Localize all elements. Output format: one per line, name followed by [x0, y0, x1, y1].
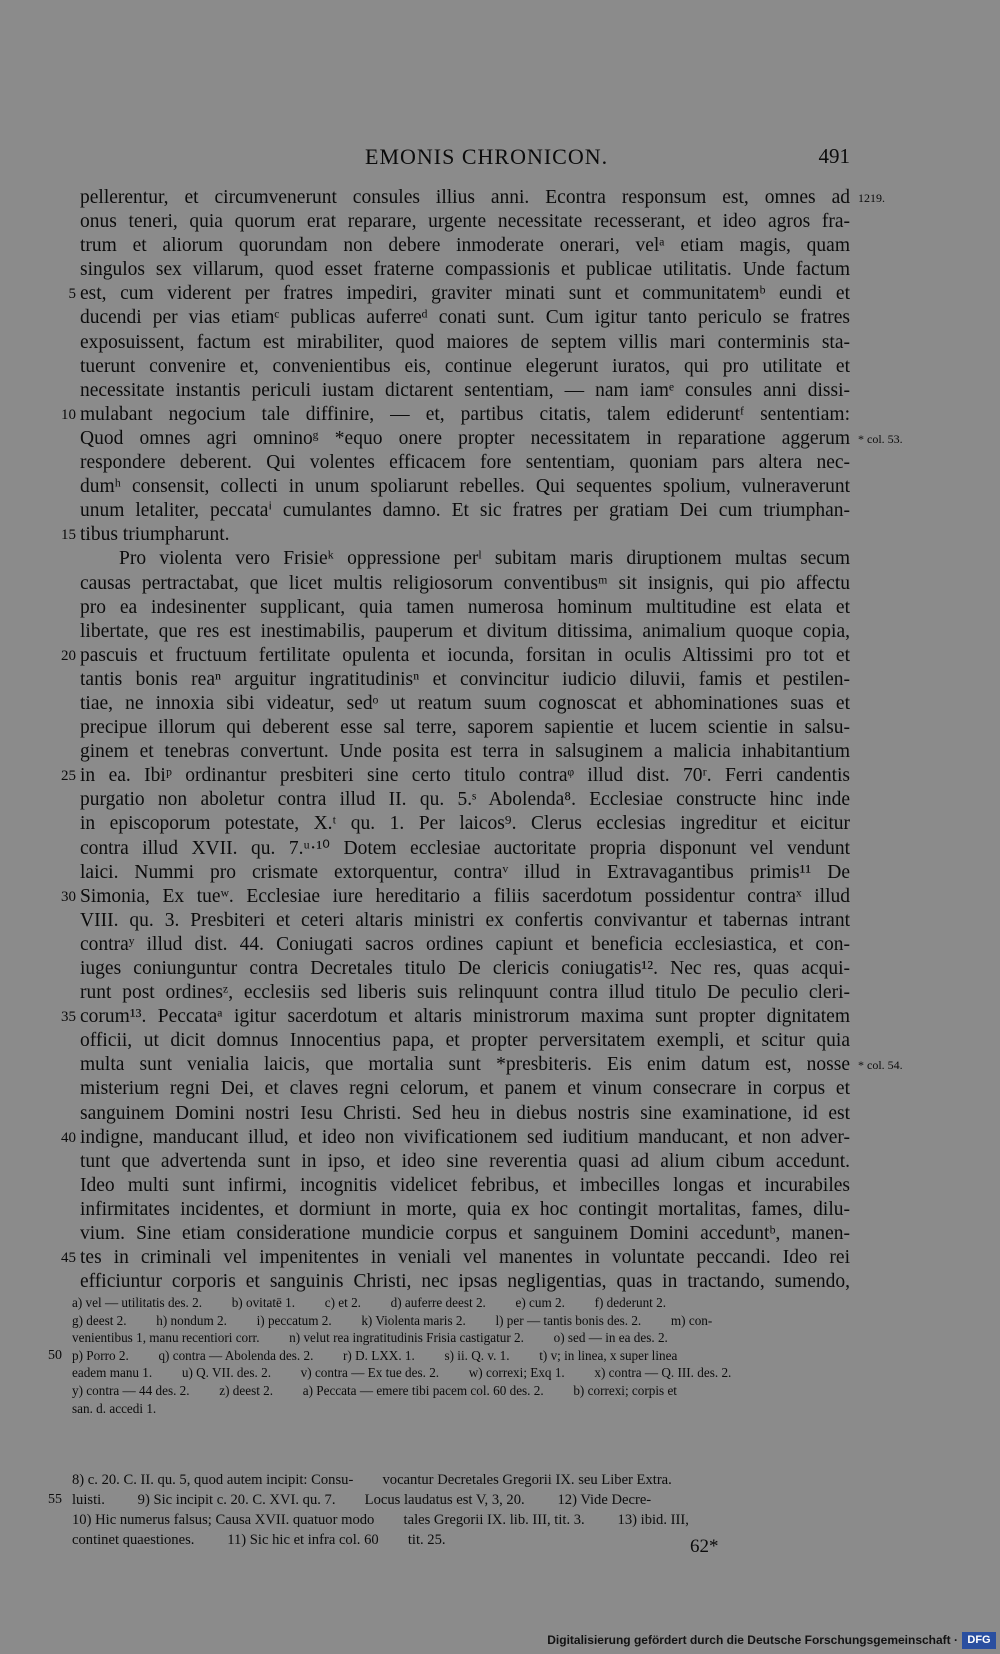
text-line: [68, 282, 850, 306]
margin-note: 1219.: [858, 191, 885, 205]
text-line: [61, 523, 850, 547]
line-text: Ideo multi sunt infirmi, incognitis videlicet febribus, et imbecilles longas et incurabiles: [80, 1174, 850, 1196]
line-text: continet quaestiones. 11) Sic hic et infra col. 60 tit. 25.: [72, 1532, 446, 1548]
text-line: [80, 812, 850, 836]
text-line: [80, 981, 850, 1005]
footnote-line: [72, 1510, 848, 1530]
text-line: [80, 788, 850, 812]
line-text: causas pertractabat, que licet multis religiosorum conventibusᵐ sit insignis, qui pio affectu: [80, 572, 850, 594]
line-text: precipue illorum qui deberent esse sal terre, saporem sapientie et lucem scientie in salsu-: [80, 717, 850, 739]
line-text: vium. Sine etiam consideratione mundicie corpus et sanguinem Domini acceduntᵇ, manen-: [80, 1223, 850, 1245]
line-number: 10: [61, 406, 76, 423]
text-line: [61, 403, 850, 427]
text-line: [80, 933, 850, 957]
line-text: tuerunt convenire et, convenientibus eis, continue elegerunt iuratos, qui pro utilitate et: [80, 355, 850, 377]
line-text: Simonia, Ex tueʷ. Ecclesiae iure hereditario a filiis sacerdotum possidentur contraˣ illud: [80, 885, 850, 907]
line-text: necessitate instantis periculi iustam dictarent sententiam, — nam iamᵉ consules anni dissi-: [80, 379, 850, 401]
line-text: unum letaliter, peccataⁱ cumulantes damno. Et sic fratres per gratiam Dei cum triumphan-: [80, 500, 850, 522]
line-text: infirmitates incidentes, et dormiunt in morte, quia ex hoc contingit mortalitas, fames, dilu-: [80, 1198, 850, 1220]
source-notes: [48, 1470, 848, 1550]
line-number: 20: [61, 647, 76, 664]
line-text: ginem et tenebras convertunt. Unde posita est terra in salsuginem a malicia inhabitantium: [80, 741, 850, 763]
line-text: libertate, que res est inestimabilis, pauperum et divitum ditissima, animalium quoque copia,: [80, 620, 850, 642]
footnote-line: [48, 1490, 848, 1510]
text-line: [80, 1270, 850, 1294]
line-text: respondere deberent. Qui volentes efficacem fore sententiam, quoniam pars altera nec-: [80, 452, 850, 474]
line-text: 10) Hic numerus falsus; Causa XVII. quatuor modo tales Gregorii IX. lib. III, tit. 3. 13) ibid. III,: [72, 1512, 689, 1528]
running-title: EMONIS CHRONICON.: [365, 144, 609, 169]
text-line: [61, 1005, 850, 1029]
footnote-line: [72, 1329, 848, 1347]
line-text: onus teneri, quia quorum erat reparare, urgente necessitate recesserant, et ideo agros fra-: [80, 211, 850, 233]
text-line: [80, 475, 850, 499]
dfg-logo-icon: DFG: [962, 1632, 996, 1649]
text-line: [61, 764, 850, 788]
line-number: 15: [61, 527, 76, 544]
footnote-line: [72, 1382, 848, 1400]
line-number: 30: [61, 888, 76, 905]
text-line: [80, 957, 850, 981]
text-line: [80, 547, 850, 571]
line-number: 50: [48, 1347, 62, 1363]
text-line: [80, 379, 850, 403]
text-line: [80, 258, 850, 282]
text-line: [80, 861, 850, 885]
text-line: [80, 234, 850, 258]
line-number: 25: [61, 768, 76, 785]
text-line: [80, 1077, 850, 1101]
dfg-credit: Digitalisierung gefördert durch die Deutsche Forschungsgemeinschaft ·: [547, 1633, 958, 1647]
line-text: contraʸ illud dist. 44. Coniugati sacros ordines capiunt et beneficia ecclesiastica, et con-: [80, 933, 850, 955]
line-number: 35: [61, 1009, 76, 1026]
line-text: est, cum viderent per fratres impediri, graviter minati sunt et communitatemᵇ eundi et: [80, 283, 850, 305]
margin-note: * col. 54.: [858, 1058, 903, 1073]
line-text: exposuissent, factum est mirabiliter, quod maiores de septem villis mari conterminis sta-: [80, 331, 850, 353]
line-text: laici. Nummi pro crismate extorquentur, contraᵛ illud in Extravagantibus primis¹¹ De: [80, 861, 850, 883]
footnote-line: [72, 1470, 848, 1490]
line-text: a) vel — utilitatis des. 2. b) ovitatē 1. c) et 2. d) auferre deest 2. e) cum 2. f) dederunt 2.: [72, 1295, 667, 1310]
text-line: [80, 1053, 903, 1077]
digitization-footer: [0, 1630, 1000, 1654]
text-line: [80, 355, 850, 379]
line-text: pellerentur, et circumvenerunt consules illius anni. Econtra responsum est, omnes ad: [80, 187, 850, 208]
line-text: venientibus 1, manu recentiori corr. n) velut rea ingratitudinis Frisia castigatur 2. o) sed — in ea des. 2.: [72, 1330, 668, 1346]
text-line: [80, 499, 850, 523]
line-text: multa sunt venialia laicis, que mortalia sunt *presbiteris. Eis enim datum est, nosse: [80, 1054, 850, 1076]
footnote-line: [72, 1312, 848, 1330]
line-text: trum et aliorum quorundam non debere inmoderate onerari, velᵃ etiam magis, quam: [80, 235, 850, 257]
line-text: p) Porro 2. q) contra — Abolenda des. 2. r) D. LXX. 1. s) ii. Q. v. 1. t) v; in linea, x super linea: [72, 1347, 678, 1363]
line-text: eadem manu 1. u) Q. VII. des. 2. v) contra — Ex tue des. 2. w) correxi; Exq 1. x) contra — Q. III. des. 2.: [72, 1365, 732, 1381]
text-line: [80, 1029, 850, 1053]
line-text: tantis bonis reaⁿ arguitur ingratitudinisⁿ et convincitur iudicio diluvii, famis et pestilen-: [80, 668, 850, 690]
line-text: corum¹³. Peccataᵃ igitur sacerdotum et altaris ministrorum maxima sunt propter dignitatem: [80, 1006, 850, 1028]
line-text: misterium regni Dei, et claves regni celorum, et panem et vinum consecrare in corpus et: [80, 1078, 850, 1100]
footnote-line: [48, 1347, 848, 1365]
line-text: tes in criminali vel impenitentes in veniali vel manentes in voluntate peccandi. Ideo rei: [80, 1247, 850, 1269]
line-text: tiae, ne innoxia sibi videatur, sedᵒ ut reatum suum cognoscat et abhominationes suas et: [80, 692, 850, 714]
line-text: Pro violenta vero Frisieᵏ oppressione perˡ subitam maris diruptionem multas secum: [80, 548, 850, 570]
text-line: [80, 1150, 850, 1174]
line-text: indigne, manducant illud, et ideo non vivificationem sed iuditium manducant, et non adver-: [80, 1126, 850, 1148]
line-text: pro ea indesinenter supplicant, quia tamen numerosa hominum multitudine est elata et: [80, 596, 850, 618]
line-text: purgatio non aboletur contra illud II. qu. 5.ˢ Abolenda⁸. Ecclesiae constructe hinc inde: [80, 789, 850, 811]
main-text: [61, 186, 903, 1294]
footnote-line: [72, 1530, 848, 1550]
page-number: 491: [818, 144, 850, 168]
line-text: y) contra — 44 des. 2. z) deest 2. a) Peccata — emere tibi pacem col. 60 des. 2. b) correxi; corpis et: [72, 1382, 677, 1398]
line-text: luisti. 9) Sic incipit c. 20. C. XVI. qu. 7. Locus laudatus est V, 3, 20. 12) Vide Decre-: [72, 1492, 652, 1508]
text-line: [61, 1246, 850, 1270]
text-line: [80, 427, 903, 451]
line-text: in ea. Ibiᵖ ordinantur presbiteri sine certo titulo contraᵠ illud dist. 70ʳ. Ferri candentis: [80, 765, 850, 787]
line-number: 40: [61, 1129, 76, 1146]
text-line: [80, 668, 850, 692]
text-line: [61, 644, 850, 668]
line-text: Quod omnes agri omninoᵍ *equo onere propter necessitatem in reparatione aggerum: [80, 427, 850, 449]
text-line: [80, 909, 850, 933]
text-line: [80, 1222, 850, 1246]
line-text: officii, ut dicit domnus Innocentius papa, et propter perversitatem exempli, et scitur quia: [80, 1030, 850, 1052]
text-line: [80, 210, 850, 234]
text-line: [80, 1102, 850, 1126]
text-line: [80, 620, 850, 644]
line-text: sanguinem Domini nostri Iesu Christi. Sed heu in diebus nostris sine examinatione, id est: [80, 1102, 850, 1124]
footnote-line: [72, 1400, 848, 1418]
line-number: 55: [48, 1492, 62, 1507]
text-line: [80, 692, 850, 716]
footnote-line: [72, 1364, 848, 1382]
footnote-line: [72, 1294, 848, 1312]
text-line: [80, 451, 850, 475]
margin-note: * col. 53.: [858, 431, 903, 446]
line-text: efficiuntur corporis et sanguinis Christi, nec ipsas negligentias, quas in tractando, sumendo,: [80, 1271, 850, 1293]
line-text: contra illud XVII. qu. 7.ᵘ·¹⁰ Dotem ecclesiae auctoritate propria disponunt vel vendunt: [80, 837, 850, 859]
line-number: 5: [68, 286, 76, 303]
line-text: tunt que advertenda sunt in ipso, et ideo sine reverentia quasi ad alium cibum accedunt.: [80, 1150, 850, 1172]
line-text: san. d. accedi 1.: [72, 1400, 157, 1416]
line-text: tibus triumpharunt.: [80, 524, 230, 546]
line-text: ducendi per vias etiamᶜ publicas auferreᵈ conati sunt. Cum igitur tanto periculo se fratres: [80, 307, 850, 329]
line-text: runt post ordinesᶻ, ecclesiis sed liberis suis relinquunt contra illud titulo De peculio cleri-: [80, 982, 850, 1004]
line-text: g) deest 2. h) nondum 2. i) peccatum 2. k) Violenta maris 2. l) per — tantis bonis des. 2. m) con-: [72, 1312, 713, 1328]
text-line: [80, 740, 850, 764]
signature-mark: 62*: [690, 1536, 719, 1557]
line-text: mulabant negocium tale diffinire, — et, partibus citatis, talem edideruntᶠ sententiam:: [80, 403, 850, 425]
text-line: [80, 1198, 850, 1222]
critical-apparatus: [48, 1294, 848, 1417]
line-text: in episcoporum potestate, X.ᵗ qu. 1. Per laicos⁹. Clerus ecclesias ingreditur et eicitur: [80, 813, 850, 835]
page-header: [0, 144, 1000, 174]
line-text: 8) c. 20. C. II. qu. 5, quod autem incipit: Consu- vocantur Decretales Gregorii IX. seu Liber Extra.: [72, 1472, 672, 1488]
line-text: pascuis et fructuum fertilitate opulenta et iocunda, forsitan in oculis Altissimi pro tot et: [80, 644, 850, 666]
line-text: singulos sex villarum, quod esset fraterne compassionis et publicae utilitatis. Unde factum: [80, 259, 850, 281]
line-text: VIII. qu. 3. Presbiteri et ceteri altaris ministri ex confertis convivantur et tabernas intrant: [80, 909, 850, 931]
text-line: [80, 186, 885, 210]
line-text: iuges coniunguntur contra Decretales titulo De clericis coniugatis¹². Nec res, quas acqui-: [80, 958, 850, 979]
line-number: 45: [61, 1250, 76, 1267]
text-line: [80, 837, 850, 861]
text-line: [61, 1126, 850, 1150]
text-line: [61, 885, 850, 909]
text-line: [80, 1174, 850, 1198]
text-line: [80, 716, 850, 740]
text-line: [80, 306, 850, 330]
text-line: [80, 572, 850, 596]
line-text: dumʰ consensit, collecti in unum spoliarunt rebelles. Qui sequentes spolium, vulneraverunt: [80, 476, 850, 498]
text-line: [80, 596, 850, 620]
text-line: [80, 331, 850, 355]
